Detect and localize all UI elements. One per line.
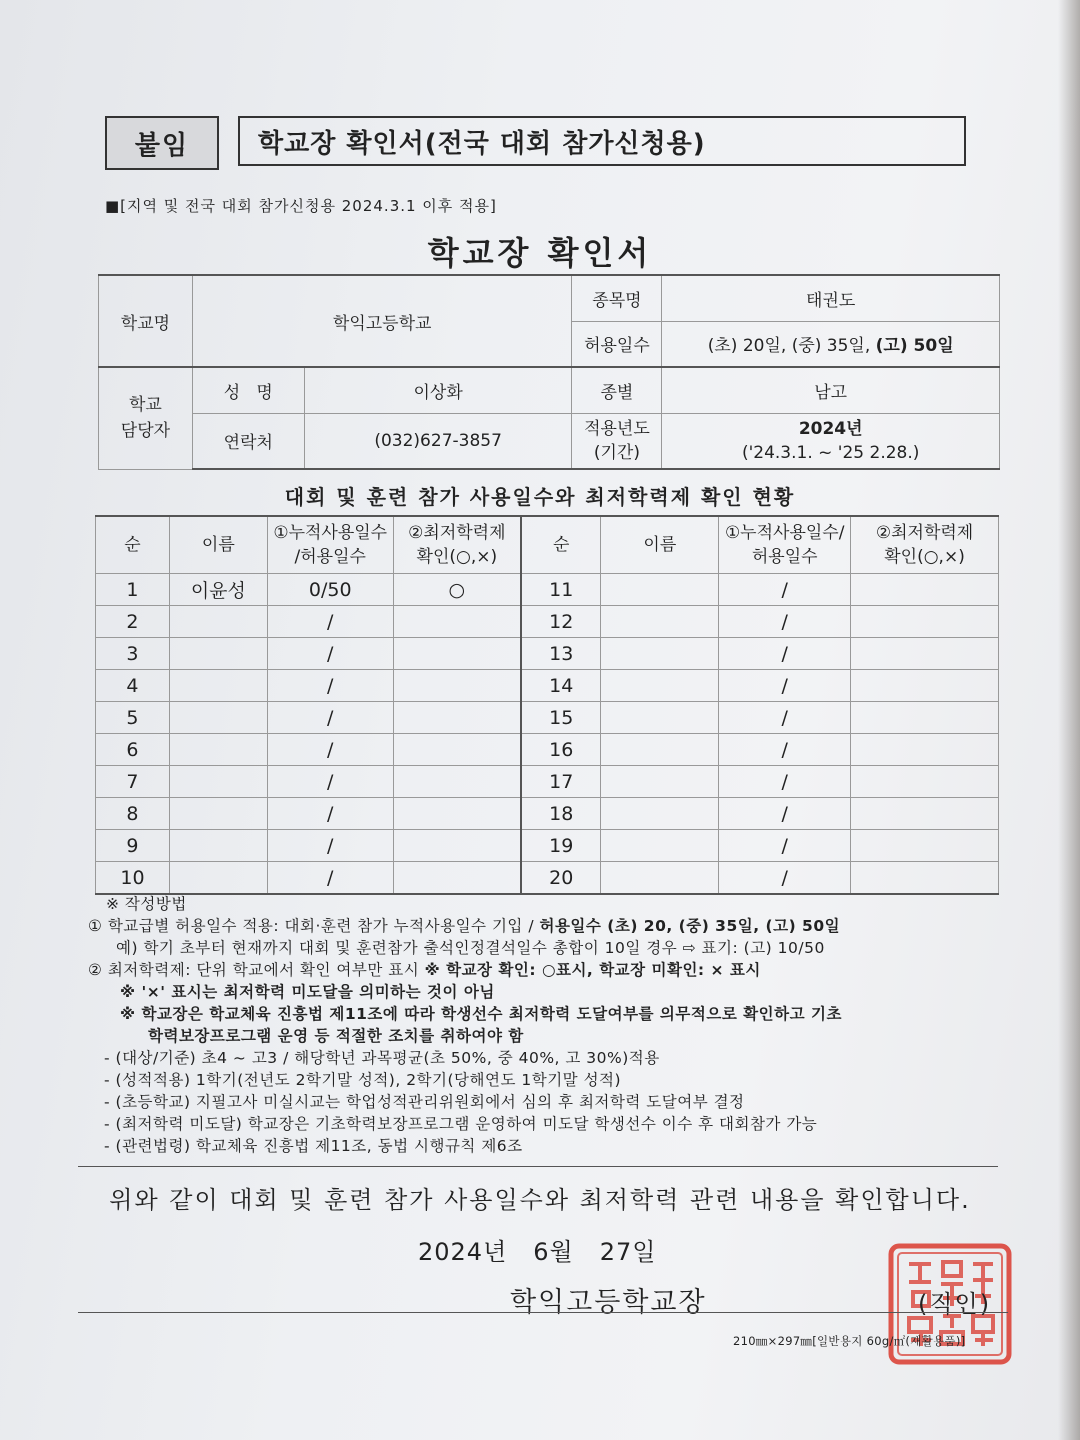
document-title-box: 학교장 확인서(전국 대회 참가신청용)	[238, 116, 966, 166]
row-name-right	[601, 574, 719, 606]
table-row	[96, 574, 999, 606]
row-no-right: 15	[521, 702, 601, 734]
row-no: 3	[96, 638, 170, 670]
row-days: 0/50	[267, 574, 393, 606]
table-row	[96, 766, 999, 798]
row-days-right: /	[719, 766, 851, 798]
row-name	[169, 606, 267, 638]
signer-title: 학익고등학교장	[510, 1287, 707, 1318]
row-no-right: 20	[521, 862, 601, 895]
instruction-4-cont: 학력보장프로그램 운영 등 적절한 조치를 취하여야 함	[148, 1027, 524, 1045]
divider	[78, 1166, 998, 1167]
row-days: /	[267, 606, 393, 638]
year-label-line2: (기간)	[593, 442, 640, 463]
row-check-right	[851, 734, 999, 766]
row-days: /	[267, 798, 393, 830]
detail-target: - (대상/기준) 초4 ~ 고3 / 해당학년 과목평균(초 50%, 중 40%, 고 30%)적용	[104, 1049, 660, 1067]
row-name-right	[601, 606, 719, 638]
row-no-right: 14	[521, 670, 601, 702]
sport-value: 태권도	[662, 275, 1000, 321]
table-row	[96, 638, 999, 670]
header-check-right-line2: 확인(○,×)	[884, 547, 965, 567]
header-days-line1: ①누적사용일수	[273, 523, 388, 543]
header-no-right: 순	[521, 516, 601, 574]
instruction-1-text: ① 학교급별 허용일수 적용: 대회·훈련 참가 누적사용일수 기입 /	[88, 917, 540, 935]
row-check	[393, 862, 521, 895]
applicability-note: ■[지역 및 전국 대회 참가신청용 2024.3.1 이후 적용]	[105, 197, 497, 215]
row-check-right	[851, 638, 999, 670]
table-row	[96, 734, 999, 766]
row-name	[169, 702, 267, 734]
row-check-right	[851, 830, 999, 862]
instruction-2	[88, 959, 1008, 981]
allowed-days-label: 허용일수	[572, 321, 662, 367]
row-name-right	[601, 766, 719, 798]
row-name	[169, 798, 267, 830]
row-days: /	[267, 638, 393, 670]
student-table-body	[96, 574, 999, 895]
issue-date	[418, 1232, 682, 1267]
row-days: /	[267, 766, 393, 798]
name-value: 이상화	[304, 367, 572, 413]
header-days	[267, 516, 393, 574]
row-name-right	[601, 862, 719, 895]
row-name	[169, 862, 267, 895]
instructions-block	[88, 893, 1008, 1157]
table-row	[96, 670, 999, 702]
gender-label: 종별	[572, 367, 662, 413]
paper-spec-note: 210㎜×297㎜[일반용지 60g/㎡(재활용품)]	[733, 1334, 966, 1348]
row-no: 7	[96, 766, 170, 798]
date-year: 2024년	[418, 1238, 508, 1266]
date-day: 27일	[599, 1238, 657, 1266]
divider-bottom	[78, 1312, 1008, 1313]
gender-value: 남고	[662, 367, 1000, 413]
header-check-right-line1: ②최저학력제	[875, 523, 974, 543]
table-row	[96, 702, 999, 734]
row-no-right: 16	[521, 734, 601, 766]
row-check-right	[851, 574, 999, 606]
row-days: /	[267, 670, 393, 702]
row-name	[169, 670, 267, 702]
year-value	[662, 413, 1000, 469]
year-label-line1: 적용년도	[584, 418, 650, 439]
allowed-days-elem-mid: (초) 20일, (중) 35일,	[707, 336, 876, 357]
school-name-label: 학교명	[99, 275, 193, 367]
seal-label: (직인)	[918, 1290, 992, 1318]
date-month: 6월	[533, 1238, 574, 1266]
row-days: /	[267, 734, 393, 766]
instruction-1	[88, 915, 1008, 937]
page-edge-shadow	[1058, 0, 1080, 1440]
table-row	[96, 798, 999, 830]
sport-label: 종목명	[572, 275, 662, 321]
row-check	[393, 702, 521, 734]
header-no: 순	[96, 516, 170, 574]
row-name-right	[601, 830, 719, 862]
row-days: /	[267, 862, 393, 895]
detail-elementary: - (초등학교) 지필고사 미실시교는 학업성적관리위원회에서 심의 후 최저학력 도달여부 결정	[104, 1093, 745, 1111]
row-check: ○	[393, 574, 521, 606]
phone-label: 연락처	[192, 413, 304, 469]
row-no: 5	[96, 702, 170, 734]
row-no-right: 11	[521, 574, 601, 606]
instruction-2-text: ② 최저학력제: 단위 학교에서 확인 여부만 표시	[88, 961, 425, 979]
row-check	[393, 606, 521, 638]
row-name-right	[601, 798, 719, 830]
row-name	[169, 830, 267, 862]
row-days-right: /	[719, 798, 851, 830]
row-days-right: /	[719, 670, 851, 702]
row-days-right: /	[719, 862, 851, 895]
row-days-right: /	[719, 574, 851, 606]
row-check-right	[851, 702, 999, 734]
row-name-right	[601, 734, 719, 766]
student-table	[95, 515, 999, 895]
row-name-right	[601, 702, 719, 734]
school-name-value: 학익고등학교	[192, 275, 572, 367]
row-name	[169, 734, 267, 766]
table-row	[96, 606, 999, 638]
row-name: 이윤성	[169, 574, 267, 606]
instructions-heading: ※ 작성방법	[106, 895, 187, 913]
row-no-right: 18	[521, 798, 601, 830]
instruction-1-example: 예) 학기 초부터 현재까지 대회 및 훈련참가 출석인정결석일수 총합이 10일 경우 ⇨ 표기: (고) 10/50	[116, 939, 825, 957]
row-check	[393, 830, 521, 862]
row-no-right: 17	[521, 766, 601, 798]
header-days-right-line2: 허용일수	[751, 547, 818, 567]
row-days: /	[267, 830, 393, 862]
row-check-right	[851, 798, 999, 830]
header-check-right	[851, 516, 999, 574]
header-check	[393, 516, 521, 574]
row-days-right: /	[719, 638, 851, 670]
allowed-days-value	[662, 321, 1000, 367]
year-label	[572, 413, 662, 469]
row-check	[393, 670, 521, 702]
row-days-right: /	[719, 830, 851, 862]
name-label: 성 명	[192, 367, 304, 413]
row-no-right: 19	[521, 830, 601, 862]
row-name-right	[601, 670, 719, 702]
header-days-line2: /허용일수	[294, 547, 366, 567]
row-no: 2	[96, 606, 170, 638]
instruction-1-bold: 허용일수 (초) 20, (중) 35일, (고) 50일	[539, 917, 841, 935]
row-name	[169, 766, 267, 798]
year-value-main: 2024년	[798, 418, 863, 439]
header-name: 이름	[169, 516, 267, 574]
row-no: 1	[96, 574, 170, 606]
detail-unmet: - (최저학력 미도달) 학교장은 기초학력보장프로그램 운영하여 미도달 학생선수 이수 후 대회참가 가능	[104, 1115, 818, 1133]
row-check	[393, 766, 521, 798]
row-check	[393, 798, 521, 830]
table-row	[96, 862, 999, 895]
row-no: 9	[96, 830, 170, 862]
detail-grades: - (성적적용) 1학기(전년도 2학기말 성적), 2학기(당해연도 1학기말 성적)	[104, 1071, 622, 1089]
phone-value: (032)627-3857	[304, 413, 572, 469]
header-check-line1: ②최저학력제	[408, 523, 506, 543]
header-days-right-line1: ①누적사용일수/	[724, 523, 845, 543]
row-check-right	[851, 766, 999, 798]
allowed-days-high: (고) 50일	[875, 336, 954, 357]
row-check-right	[851, 862, 999, 895]
row-days-right: /	[719, 734, 851, 766]
row-check	[393, 638, 521, 670]
page-title: 학교장 확인서	[427, 234, 653, 272]
row-check	[393, 734, 521, 766]
detail-law: - (관련법령) 학교체육 진흥법 제11조, 동법 시행규칙 제6조	[104, 1137, 523, 1155]
row-no: 4	[96, 670, 170, 702]
row-days-right: /	[719, 606, 851, 638]
row-days: /	[267, 702, 393, 734]
confirmation-statement: 위와 같이 대회 및 훈련 참가 사용일수와 최저학력 관련 내용을 확인합니다.	[109, 1186, 971, 1214]
row-name-right	[601, 638, 719, 670]
header-check-line2: 확인(○,×)	[416, 547, 498, 567]
row-no: 6	[96, 734, 170, 766]
row-check-right	[851, 606, 999, 638]
row-no-right: 13	[521, 638, 601, 670]
row-no: 10	[96, 862, 170, 895]
row-no: 8	[96, 798, 170, 830]
table-row	[96, 830, 999, 862]
row-name	[169, 638, 267, 670]
instruction-2-bold: ※ 학교장 확인: ○표시, 학교장 미확인: × 표시	[424, 961, 761, 979]
period-value: ('24.3.1. ~ '25 2.28.)	[741, 442, 920, 463]
instruction-3: ※ '×' 표시는 최저학력 미도달을 의미하는 것이 아님	[120, 983, 495, 1001]
school-info-table	[98, 274, 1000, 470]
status-subtitle: 대회 및 훈련 참가 사용일수와 최저학력제 확인 현황	[284, 485, 796, 509]
contact-person-label: 학교 담당자	[99, 367, 193, 469]
row-no-right: 12	[521, 606, 601, 638]
header-days-right	[719, 516, 851, 574]
header-name-right: 이름	[601, 516, 719, 574]
attachment-tag: 붙임	[105, 116, 219, 170]
instruction-4: ※ 학교장은 학교체육 진흥법 제11조에 따라 학생선수 최저학력 도달여부를 의무적으로 확인하고 기초	[120, 1005, 842, 1023]
row-days-right: /	[719, 702, 851, 734]
row-check-right	[851, 670, 999, 702]
